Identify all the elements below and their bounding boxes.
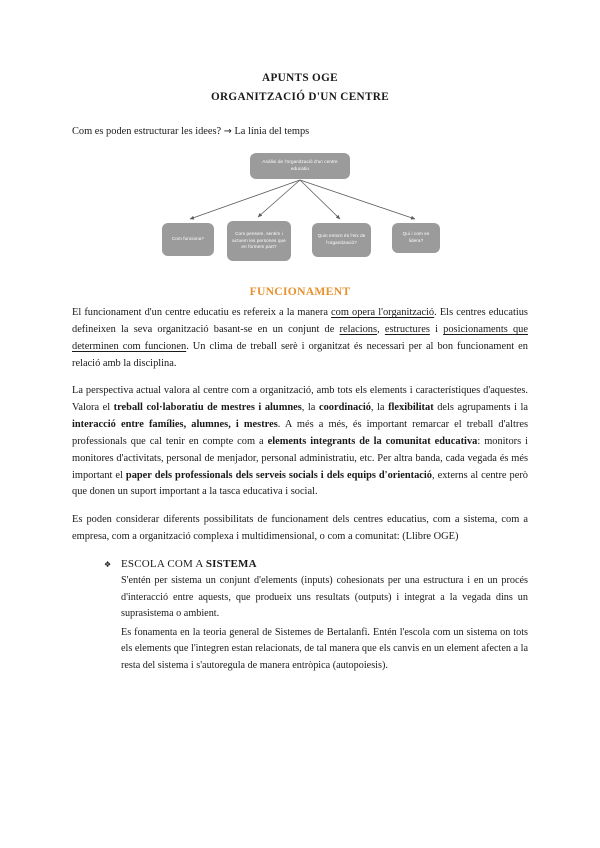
diagram-node-root	[250, 153, 350, 179]
p1-underline-estructures: estructures	[384, 323, 430, 335]
paragraph-funcionament-definition	[72, 305, 528, 372]
p2-text-b: , la	[301, 402, 319, 414]
bullet-heading-regular: ESCOLA COM A	[121, 558, 206, 571]
p2-bold-flexibilitat: flexibilitat	[388, 402, 434, 414]
bullet-body-paragraph-2: Es fonamenta en la teoria general de Sistemes de Bertalanfi. Entén l'escola com un sistema on tots els elements que l'integren estan relacionats, de tal manera que els canvis en un element afecten a la resta del sistema i s'autoregula de manera entròpica (autopoiesis).	[121, 626, 528, 671]
intro-question: Com es poden estructurar les idees?	[72, 126, 222, 137]
diamond-bullet-icon: ❖	[104, 560, 112, 570]
p1-text-e: . Un clima de treball serè i organitzat és necessari per al bon funcionament en relació amb la disciplina.	[72, 340, 528, 369]
diagram-node-child-4-label: Qui i com es lidera?	[402, 231, 430, 244]
p1-underline-posicionaments: posicionaments que determinen com funcionen	[72, 323, 528, 352]
intro-answer: La línia del temps	[234, 126, 310, 137]
p2-bold-elements-integrants: elements integrants de la comunitat educativa	[267, 435, 478, 447]
diagram-node-child-2	[227, 221, 291, 261]
organization-analysis-diagram	[72, 149, 528, 267]
document-content	[72, 0, 528, 674]
p1-text-c: ,	[377, 323, 385, 335]
diagram-node-child-4	[392, 223, 440, 253]
p2-text-f: : monitors i monitores d'activitats, personal de menjador, personal administratiu, etc. Per altra banda, cada vegada és més important el	[72, 435, 528, 481]
intro-line	[72, 125, 528, 139]
diagram-node-child-3	[312, 223, 371, 257]
p2-bold-interaccio: interacció entre famílies, alumnes, i mestres	[72, 419, 278, 431]
section-heading-funcionament: FUNCIONAMENT	[249, 285, 351, 299]
p1-underline-com-opera: com opera l'organització	[331, 307, 435, 319]
p2-bold-paper-professionals: paper dels professionals dels serveis socials i dels equips d'orientació	[125, 469, 433, 481]
p1-underline-relacions: relacions	[339, 323, 378, 335]
p1-text-d: i	[429, 323, 444, 335]
page-title-main: APUNTS OGE	[262, 72, 338, 84]
bullet-section-escola-sistema	[72, 558, 528, 674]
bullet-heading-bold: SISTEMA	[205, 558, 257, 571]
p2-text-a: La perspectiva actual valora al centre com a organització, amb tots els elements i característiques d'aquestes. Valora el	[72, 385, 528, 414]
diagram-node-child-2-label: Com pensem, sentim i actuem les persones que en formem part?	[232, 230, 286, 250]
p1-text-a: El funcionament d'un centre educatiu es refereix a la manera	[72, 307, 332, 319]
bullet-heading-row	[72, 558, 528, 570]
diagram-node-root-label: Anàlisi de l'organització d'un centre educatiu	[262, 159, 338, 172]
bullet-body-paragraph-1: S'entén per sistema un conjunt d'elements (inputs) cohesionats per una estructura i en un procés d'interacció entre aquests, que produeix uns resultats (outputs) i integrat a la vegada dins un suprasistema o ambient.	[121, 575, 528, 620]
p2-text-d: dels agrupaments i la	[433, 402, 528, 414]
diagram-node-child-1-label: Com funciona?	[171, 236, 205, 242]
diagram-node-child-3-label: Quin entorn és l'eix de l'organització?	[317, 233, 366, 246]
paragraph-possibilitats: Es poden considerar diferents possibilitats de funcionament dels centres educatius, com a sistema, com a empresa, com a organització complexa i multidimensional, o com a comunitat: (Llibre OGE)	[72, 514, 528, 543]
p2-text-g: , externs al centre però que donen un suport important a la tasca educativa i social.	[72, 469, 528, 498]
bullet-heading-text	[121, 558, 257, 570]
p2-text-c: , la	[370, 402, 389, 414]
diagram-node-child-1	[162, 223, 214, 256]
p1-text-b: . Els centres educatius defineixen la seva organització basant-se en un conjunt de	[72, 307, 528, 335]
p2-bold-treball-collaboratiu: treball col·laboratiu de mestres i alumnes	[113, 402, 302, 414]
p2-text-e: . A més a més, és important remarcar el treball d'altres professionals que cal tenir en compte com a	[72, 419, 528, 447]
page-title-sub: ORGANITZACIÓ D'UN CENTRE	[210, 91, 390, 103]
p2-bold-coordinacio: coordinació	[318, 402, 371, 414]
paragraph-perspectiva-actual	[72, 383, 528, 501]
arrow-right-icon: →	[223, 126, 232, 137]
